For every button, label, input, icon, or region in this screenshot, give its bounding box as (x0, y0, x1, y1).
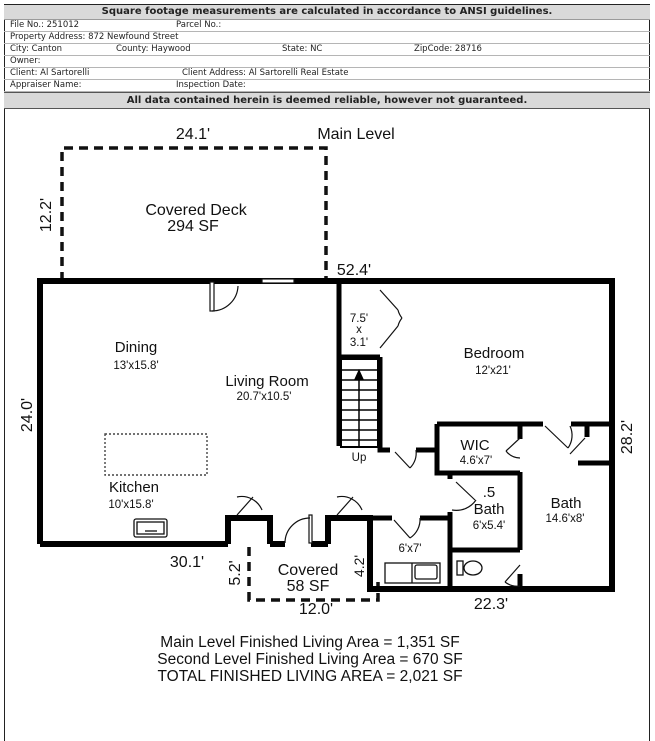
porch-width: 12.0' (298, 601, 334, 618)
second-level-area: Second Level Finished Living Area = 670 SF (157, 651, 463, 668)
covered-deck-area: 294 SF (167, 218, 219, 235)
appraiser-name: Appraiser Name: (10, 80, 82, 90)
city: City: Canton (10, 44, 63, 54)
stairs-label: Up (351, 452, 367, 464)
client-address: Client Address: Al Sartorelli Real Estate (182, 68, 349, 78)
wic-name: WIC (460, 437, 490, 454)
property-address: Property Address: 872 Newfound Street (10, 32, 179, 42)
file-no: File No.: 251012 (10, 20, 80, 30)
living-size: 20.7'x10.5' (236, 391, 292, 403)
washer-dryer-icon (385, 563, 440, 583)
dining-size: 13'x15.8' (113, 360, 159, 372)
half-bath-size: 6'x5.4' (472, 520, 506, 532)
kitchen-island (105, 434, 207, 475)
covered-deck-name: Covered Deck (145, 202, 247, 219)
exterior-walls (40, 281, 612, 589)
living-name: Living Room (225, 373, 309, 390)
bath-size: 14.6'x8' (545, 513, 585, 525)
kitchen-size: 10'x15.8' (108, 499, 154, 511)
state: State: NC (282, 44, 323, 54)
bedroom-size: 12'x21' (475, 365, 511, 377)
sink-icon (134, 519, 167, 537)
zip-code: ZipCode: 28716 (414, 44, 482, 54)
half-bath-name: Bath (473, 501, 505, 518)
bedroom-name: Bedroom (463, 345, 525, 362)
top-length: 52.4' (336, 262, 372, 279)
door-swings (210, 279, 585, 586)
closet-dim-x: x (356, 324, 362, 336)
closet-dim-2: 3.1' (349, 337, 369, 349)
covered-porch-area: 58 SF (286, 578, 330, 595)
total-area: TOTAL FINISHED LIVING AREA = 2,021 SF (157, 668, 463, 685)
closet-dim-1: 7.5' (349, 313, 369, 325)
deck-depth: 12.2' (38, 197, 55, 233)
half-bath-prefix: .5 (482, 484, 496, 501)
parcel-no: Parcel No.: (176, 20, 222, 30)
owner: Owner: (10, 56, 41, 66)
laundry-size: 6'x7' (398, 543, 422, 555)
wic-size: 4.6'x7' (459, 455, 493, 467)
left-height: 24.0' (19, 397, 36, 433)
covered-porch-name: Covered (277, 562, 339, 579)
porch-left-depth: 5.2' (227, 560, 244, 586)
deck-width: 24.1' (175, 126, 211, 143)
level-title: Main Level (317, 126, 395, 143)
main-level-area: Main Level Finished Living Area = 1,351 SF (160, 634, 460, 651)
toilet-icon (457, 561, 482, 575)
bath-name: Bath (550, 495, 582, 512)
porch-right-depth: 4.2' (351, 554, 367, 578)
disclaimer-banner: All data contained herein is deemed reliable, however not guaranteed. (4, 92, 650, 109)
kitchen-name: Kitchen (108, 479, 160, 496)
inspection-date: Inspection Date: (176, 80, 246, 90)
bottom-right-length: 22.3' (473, 596, 509, 613)
interior-walls (339, 281, 612, 589)
ansi-banner: Square footage measurements are calculated in accordance to ANSI guidelines. (4, 5, 650, 20)
county: County: Haywood (116, 44, 191, 54)
dining-name: Dining (114, 339, 158, 356)
bottom-left-length: 30.1' (169, 554, 205, 571)
right-height: 28.2' (619, 419, 636, 455)
area-summary (100, 634, 520, 685)
client: Client: Al Sartorelli (10, 68, 90, 78)
